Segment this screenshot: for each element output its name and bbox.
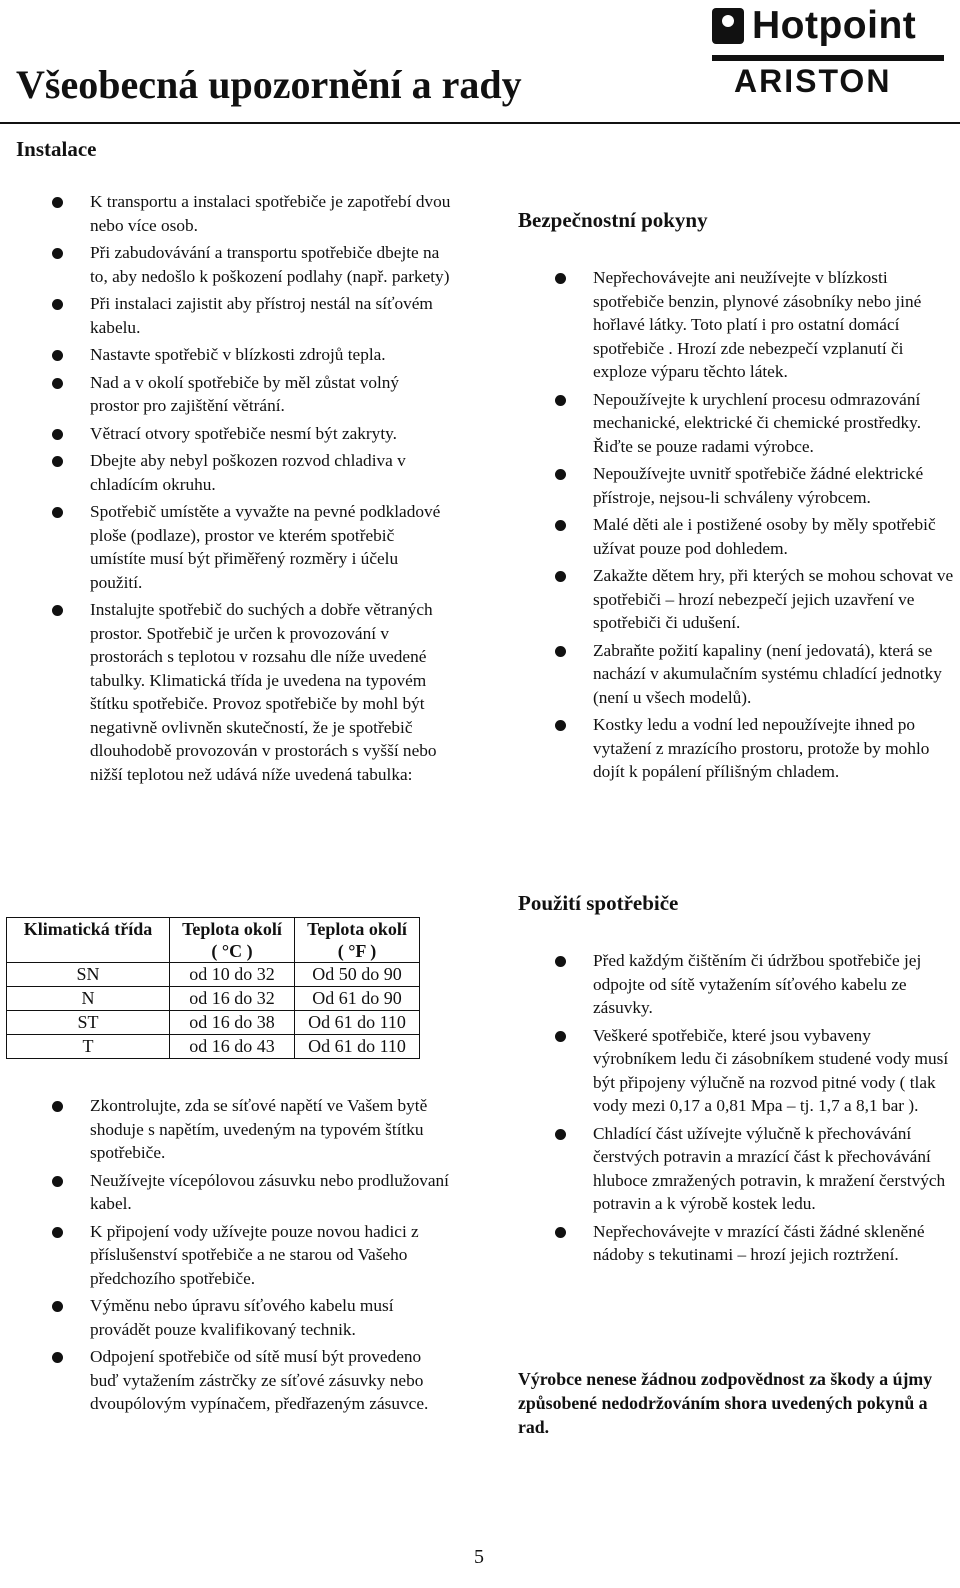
table-cell: Od 61 do 90 bbox=[295, 987, 420, 1011]
list-item-text: Veškeré spotřebiče, které jsou vybaveny výrobníkem ledu či zásobníkem studené vody musí být připojeny výlučně na rozvod pitné vody ( tlak vody mezi 0,17 a 0,81 Mpa – tj. 1,7 a 8,1 bar ). bbox=[593, 1025, 949, 1115]
list-item-text: Nepoužívejte k urychlení procesu odmrazování mechanické, elektrické či chemické prostředky. Řiďte se pouze radami výrobce. bbox=[593, 389, 922, 456]
table-header-row bbox=[7, 918, 420, 963]
bullet-icon bbox=[52, 197, 63, 208]
list-item-text: Zabraňte požití kapaliny (není jedovatá), která se nachází v akumulačním systému chladící jednotky (není u všech modelů). bbox=[593, 640, 942, 707]
table-cell: Od 50 do 90 bbox=[295, 963, 420, 987]
instalace-list bbox=[52, 190, 452, 790]
table-cell: Od 61 do 110 bbox=[295, 1035, 420, 1059]
table-cell: od 16 do 43 bbox=[170, 1035, 295, 1059]
bullet-icon bbox=[555, 469, 566, 480]
list-item-text: Kostky ledu a vodní led nepoužívejte ihned po vytažení z mrazícího prostoru, protože by mohlo dojít k popálení přílišným chladem. bbox=[593, 715, 930, 781]
hotpoint-logo-icon bbox=[712, 8, 744, 44]
list-item bbox=[52, 598, 452, 786]
list-item bbox=[555, 266, 955, 384]
list-item-text: Dbejte aby nebyl poškozen rozvod chladiva v chladícím okruhu. bbox=[90, 451, 406, 494]
list-item bbox=[555, 1122, 955, 1216]
list-item bbox=[555, 513, 955, 560]
table-row bbox=[7, 963, 420, 987]
bullet-icon bbox=[52, 1227, 63, 1238]
list-item-text: Před každým čištěním či údržbou spotřebiče jej odpojte od sítě vytažením síťového kabelu ze zásuvky. bbox=[593, 951, 922, 1017]
bullet-icon bbox=[555, 520, 566, 531]
list-item-text: Zkontrolujte, zda se síťové napětí ve Vašem bytě shoduje s napětím, uvedeným na typovém štítku spotřebiče. bbox=[90, 1096, 428, 1162]
list-item bbox=[52, 422, 452, 446]
bullet-icon bbox=[555, 1031, 566, 1042]
climate-table-body bbox=[7, 963, 420, 1059]
list-item-text: Nad a v okolí spotřebiče by měl zůstat volný prostor pro zajištění větrání. bbox=[90, 372, 400, 415]
list-item-text: Spotřebič umístěte a vyvažte na pevné podkladové ploše (podlaze), prostor ve kterém spotřebič umístíte musí být přiměřený rozměry i účelu použití. bbox=[90, 502, 441, 592]
climate-table bbox=[6, 917, 420, 1059]
list-item-text: Nepřechovávejte v mrazící části žádné skleněné nádoby s tekutinami – hrozí jejich roztržení. bbox=[593, 1221, 925, 1264]
bullet-icon bbox=[52, 350, 63, 361]
bullet-icon bbox=[52, 299, 63, 310]
page-title: Všeobecná upozornění a rady bbox=[16, 62, 522, 107]
list-item bbox=[52, 1294, 452, 1341]
brand-sub: ARISTON bbox=[734, 63, 892, 99]
list-item bbox=[52, 292, 452, 339]
list-item bbox=[52, 343, 452, 367]
bezpecnost-list bbox=[555, 266, 955, 788]
list-item bbox=[52, 371, 452, 418]
list-item bbox=[52, 500, 452, 594]
bullet-icon bbox=[52, 456, 63, 467]
list-item bbox=[52, 190, 452, 237]
list-item bbox=[555, 462, 955, 509]
header-fahrenheit: Teplota okolí ( °F ) bbox=[295, 918, 420, 963]
list-item bbox=[555, 564, 955, 635]
bullet-icon bbox=[555, 720, 566, 731]
bullet-icon bbox=[52, 429, 63, 440]
bullet-icon bbox=[52, 378, 63, 389]
bullet-icon bbox=[52, 1352, 63, 1363]
bullet-icon bbox=[555, 395, 566, 406]
list-item-text: Zakažte dětem hry, při kterých se mohou schovat ve spotřebiči – hrozí nebezpečí jejich uzavření ve spotřebiči či udušení. bbox=[593, 566, 954, 632]
list-item-text: Malé děti ale i postižené osoby by měly spotřebič užívat pouze pod dohledem. bbox=[593, 515, 936, 558]
list-item-text: Při instalaci zajistit aby přístroj nestál na síťovém kabelu. bbox=[90, 294, 433, 337]
table-cell: SN bbox=[7, 963, 170, 987]
table-cell: N bbox=[7, 987, 170, 1011]
bullet-icon bbox=[52, 507, 63, 518]
logo-bar bbox=[712, 55, 944, 61]
list-item-text: Instalujte spotřebič do suchých a dobře větraných prostor. Spotřebič je určen k provozování v prostorách s teplotou v rozsahu dle níže uvedené tabulky. Klimatická třída je uvedena na typovém štítku spotřebiče. Provoz spotřebiče by mohl být negativně ovlivněn skutečností, že je spotřebič dlouhodobě provozován v prostorách s vyšší nebo nižší teplotou než udává níže uvedená tabulka: bbox=[90, 600, 437, 784]
table-cell: od 16 do 32 bbox=[170, 987, 295, 1011]
list-item bbox=[555, 949, 955, 1020]
list-item-text: Výměnu nebo úpravu síťového kabelu musí provádět pouze kvalifikovaný technik. bbox=[90, 1296, 394, 1339]
bullet-icon bbox=[555, 956, 566, 967]
bullet-icon bbox=[52, 248, 63, 259]
list-item-text: Větrací otvory spotřebiče nesmí být zakryty. bbox=[90, 423, 397, 443]
header-celsius: Teplota okolí ( °C ) bbox=[170, 918, 295, 963]
elektro-list bbox=[52, 1094, 452, 1420]
table-cell: Od 61 do 110 bbox=[295, 1011, 420, 1035]
list-item-text: Nastavte spotřebič v blízkosti zdrojů tepla. bbox=[90, 345, 386, 364]
table-row bbox=[7, 987, 420, 1011]
disclaimer: Výrobce nenese žádnou zodpovědnost za škody a újmy způsobené nedodržováním shora uvedených pokynů a rad. bbox=[518, 1369, 933, 1437]
bullet-icon bbox=[52, 1176, 63, 1187]
list-item-text: Nepřechovávejte ani neužívejte v blízkosti spotřebiče benzin, plynové zásobníky nebo jiné hořlavé látky. Toto platí i pro ostatní domácí spotřebiče . Hrozí zde nebezpečí vzplanutí či exploze výparu těchto látek. bbox=[593, 268, 922, 381]
list-item bbox=[52, 449, 452, 496]
header-class: Klimatická třída bbox=[7, 918, 170, 963]
bezpecnost-heading: Bezpečnostní pokyny bbox=[518, 208, 708, 232]
pouziti-list bbox=[555, 949, 955, 1271]
page-number: 5 bbox=[474, 1546, 484, 1568]
bullet-icon bbox=[555, 571, 566, 582]
list-item-text: K připojení vody užívejte pouze novou hadici z příslušenství spotřebiče a ne starou od Vašeho předchozího spotřebiče. bbox=[90, 1221, 419, 1288]
list-item-text: K transportu a instalaci spotřebiče je zapotřebí dvou nebo více osob. bbox=[90, 192, 451, 235]
bullet-icon bbox=[555, 646, 566, 657]
list-item bbox=[52, 1345, 452, 1416]
table-cell: T bbox=[7, 1035, 170, 1059]
pouziti-heading: Použití spotřebiče bbox=[518, 891, 679, 915]
table-row bbox=[7, 1011, 420, 1035]
bullet-icon bbox=[52, 1301, 63, 1312]
list-item bbox=[555, 1220, 955, 1267]
list-item-text: Při zabudovávání a transportu spotřebiče dbejte na to, aby nedošlo k poškození podlahy (např. parkety) bbox=[90, 243, 450, 286]
list-item bbox=[52, 1220, 452, 1291]
brand-name: Hotpoint bbox=[752, 4, 917, 47]
bullet-icon bbox=[555, 1129, 566, 1140]
bullet-icon bbox=[52, 605, 63, 616]
title-rule bbox=[0, 122, 960, 124]
list-item bbox=[555, 388, 955, 459]
list-item bbox=[555, 639, 955, 710]
bullet-icon bbox=[555, 1227, 566, 1238]
list-item-text: Neužívejte vícepólovou zásuvku nebo prodlužovaní kabel. bbox=[90, 1170, 449, 1213]
table-cell: od 16 do 38 bbox=[170, 1011, 295, 1035]
brand-logo bbox=[712, 4, 952, 99]
list-item-text: Nepoužívejte uvnitř spotřebiče žádné elektrické přístroje, nejsou-li schváleny výrobcem. bbox=[593, 464, 924, 507]
bullet-icon bbox=[555, 273, 566, 284]
list-item bbox=[555, 1024, 955, 1118]
list-item bbox=[52, 1169, 452, 1216]
table-cell: od 10 do 32 bbox=[170, 963, 295, 987]
table-row bbox=[7, 1035, 420, 1059]
instalace-heading: Instalace bbox=[16, 137, 97, 161]
bullet-icon bbox=[52, 1101, 63, 1112]
list-item-text: Odpojení spotřebiče od sítě musí být provedeno buď vytažením zástrčky ze síťové zásuvky nebo dvoupólovým vypínačem, předřazeným zásuvce. bbox=[90, 1347, 429, 1413]
list-item bbox=[52, 1094, 452, 1165]
list-item-text: Chladící část užívejte výlučně k přechovávání čerstvých potravin a mrazící část k přechovávání hluboce zmražených potravin, k mražení čerstvých potravin a k výrobě kostek ledu. bbox=[593, 1123, 946, 1213]
list-item bbox=[555, 713, 955, 784]
table-cell: ST bbox=[7, 1011, 170, 1035]
list-item bbox=[52, 241, 452, 288]
